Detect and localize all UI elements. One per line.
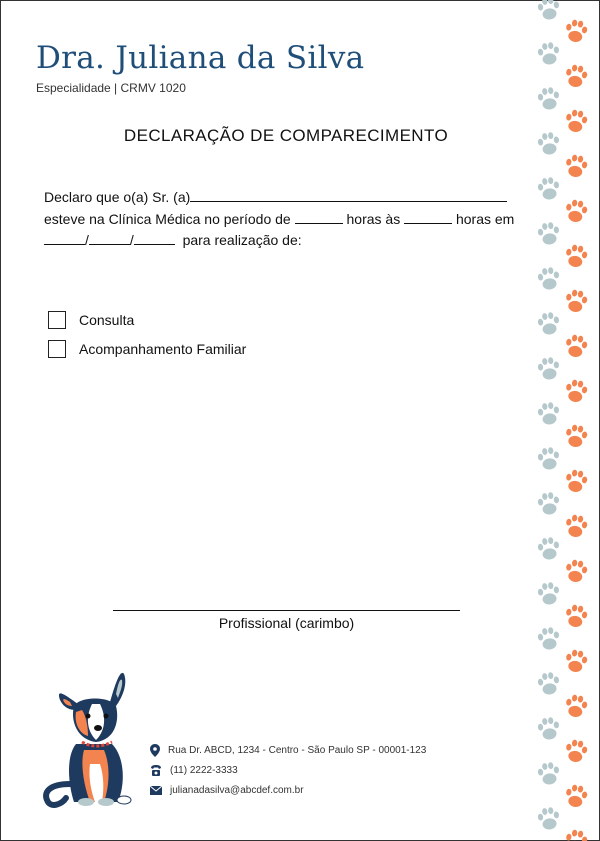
paw-icon [564,198,589,223]
paw-icon [564,783,589,808]
paw-icon [537,356,561,381]
paw-icon [564,423,589,448]
contact-address [150,744,426,757]
paw-icon [537,446,561,471]
paw-icon [537,626,561,651]
declaration-line-3 [44,231,302,248]
paw-icon [564,333,589,358]
start-time-blank[interactable] [295,210,343,224]
phone-icon [150,765,162,776]
paw-icon [564,243,589,268]
location-pin-icon [150,744,160,757]
paw-icon [564,603,589,628]
phone-text: (11) 2222-3333 [170,765,238,776]
contact-phone [150,765,238,776]
paw-icon [564,558,589,583]
declaration-line-1 [44,188,507,205]
checkbox-consulta[interactable] [48,311,66,329]
month-blank[interactable] [89,231,130,245]
option-label: Acompanhamento Familiar [79,341,247,357]
option-label: Consulta [79,312,135,328]
paw-icon [537,401,561,426]
paw-icon [537,581,561,606]
option-acompanhamento[interactable] [48,340,246,358]
document-title: DECLARAÇÃO DE COMPARECIMENTO [123,126,449,145]
period-text: esteve na Clínica Médica no período de [44,211,291,227]
doctor-name: Dra. Juliana da Silva [36,40,365,76]
paw-icon [564,693,589,718]
paw-icon [537,671,561,696]
paw-icon [537,491,561,516]
paw-icon [564,18,589,43]
paw-icon [537,86,561,111]
checkbox-acompanhamento[interactable] [48,340,66,358]
paw-icon [564,513,589,538]
signature-label: Profissional (carimbo) [218,615,355,631]
purpose-text: para realização de: [182,232,302,248]
doctor-specialty: Especialidade | CRMV 1020 [36,81,186,95]
hours-until-text: horas às [346,211,401,227]
option-consulta[interactable] [48,311,134,329]
paw-icon [564,378,589,403]
envelope-icon [150,786,162,795]
paw-icon [537,716,561,741]
paw-icons [537,0,589,841]
date-separator-2: / [129,232,134,248]
declaration-prefix: Declaro que o(a) Sr. (a) [44,189,191,205]
paw-icon [537,536,561,561]
address-text: Rua Dr. ABCD, 1234 - Centro - São Paulo SP - 00001-123 [168,745,427,756]
paw-icon [564,63,589,88]
paw-icon [564,153,589,178]
paw-print-border [532,0,600,841]
day-blank[interactable] [44,231,85,245]
email-text: julianadasilva@abcdef.com.br [170,785,304,796]
paw-icon [537,761,561,786]
signature-line [113,610,460,611]
contact-email [150,785,304,796]
paw-icon [564,288,589,313]
declaration-line-2 [44,210,514,227]
paw-icon [537,0,561,21]
name-blank[interactable] [190,188,507,202]
year-blank[interactable] [134,231,175,245]
paw-icon [564,828,589,841]
paw-icon [564,738,589,763]
paw-icon [537,221,561,246]
paw-icon [537,41,561,66]
paw-icon [564,648,589,673]
end-time-blank[interactable] [404,210,452,224]
paw-icon [537,266,561,291]
paw-icon [537,806,561,831]
paw-icon [537,131,561,156]
paw-icon [564,108,589,133]
hours-on-text: horas em [455,211,515,227]
dog-illustration [40,664,140,814]
date-separator-1: / [85,232,89,248]
paw-icon [537,176,561,201]
paw-icon [537,311,561,336]
paw-icon [564,468,589,493]
